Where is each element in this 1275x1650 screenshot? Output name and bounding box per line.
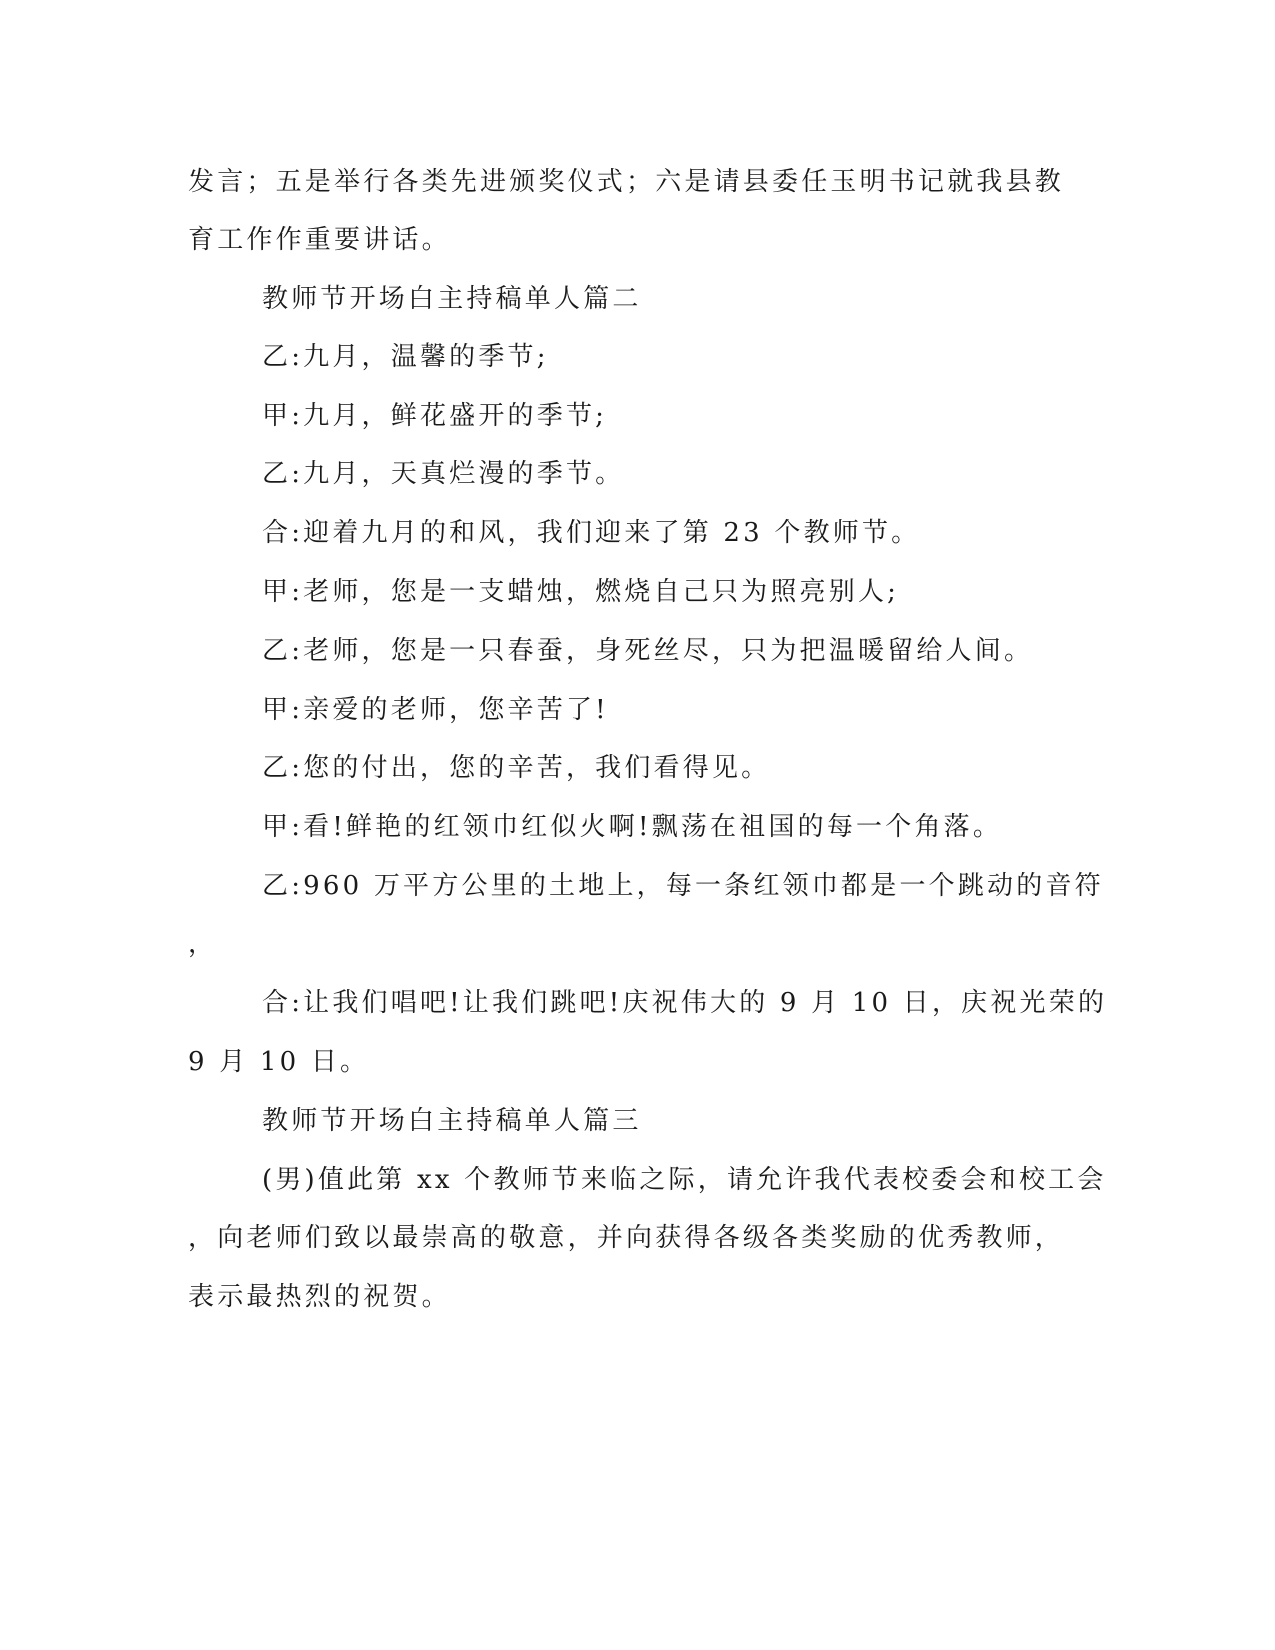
- dialogue-line: 乙:老师，您是一只春蚕，身死丝尽，只为把温暖留给人间。: [262, 636, 1034, 666]
- dialogue-line-continuation: ，: [188, 929, 218, 959]
- dialogue-line: 甲:看!鲜艳的红领巾红似火啊!飘荡在祖国的每一个角落。: [262, 812, 1003, 842]
- paragraph-line: 发言；五是举行各类先进颁奖仪式；六是请县委任玉明书记就我县教: [188, 167, 1065, 197]
- paragraph-line: (男)值此第 xx 个教师节来临之际，请允许我代表校委会和校工会: [262, 1165, 1107, 1195]
- paragraph-line: ，向老师们致以最崇高的敬意，并向获得各级各类奖励的优秀教师，: [188, 1223, 1065, 1253]
- paragraph-line: 育工作作重要讲话。: [188, 225, 451, 255]
- section-heading: 教师节开场白主持稿单人篇三: [262, 1106, 642, 1136]
- dialogue-line: 合:让我们唱吧!让我们跳吧!庆祝伟大的 9 月 10 日，庆祝光荣的: [262, 988, 1108, 1018]
- dialogue-line: 甲:九月，鲜花盛开的季节;: [262, 401, 608, 431]
- dialogue-line: 乙:九月，天真烂漫的季节。: [262, 459, 625, 489]
- dialogue-line: 乙:九月，温馨的季节;: [262, 342, 549, 372]
- paragraph-line: 表示最热烈的祝贺。: [188, 1282, 451, 1312]
- dialogue-line-continuation: 9 月 10 日。: [188, 1047, 370, 1077]
- section-heading: 教师节开场白主持稿单人篇二: [262, 284, 642, 314]
- dialogue-line: 乙:您的付出，您的辛苦，我们看得见。: [262, 753, 771, 783]
- dialogue-line: 甲:老师，您是一支蜡烛，燃烧自己只为照亮别人;: [262, 577, 900, 607]
- dialogue-line: 合:迎着九月的和风，我们迎来了第 23 个教师节。: [262, 518, 921, 548]
- dialogue-line: 甲:亲爱的老师，您辛苦了!: [262, 695, 609, 725]
- dialogue-line: 乙:960 万平方公里的土地上，每一条红领巾都是一个跳动的音符: [262, 871, 1104, 901]
